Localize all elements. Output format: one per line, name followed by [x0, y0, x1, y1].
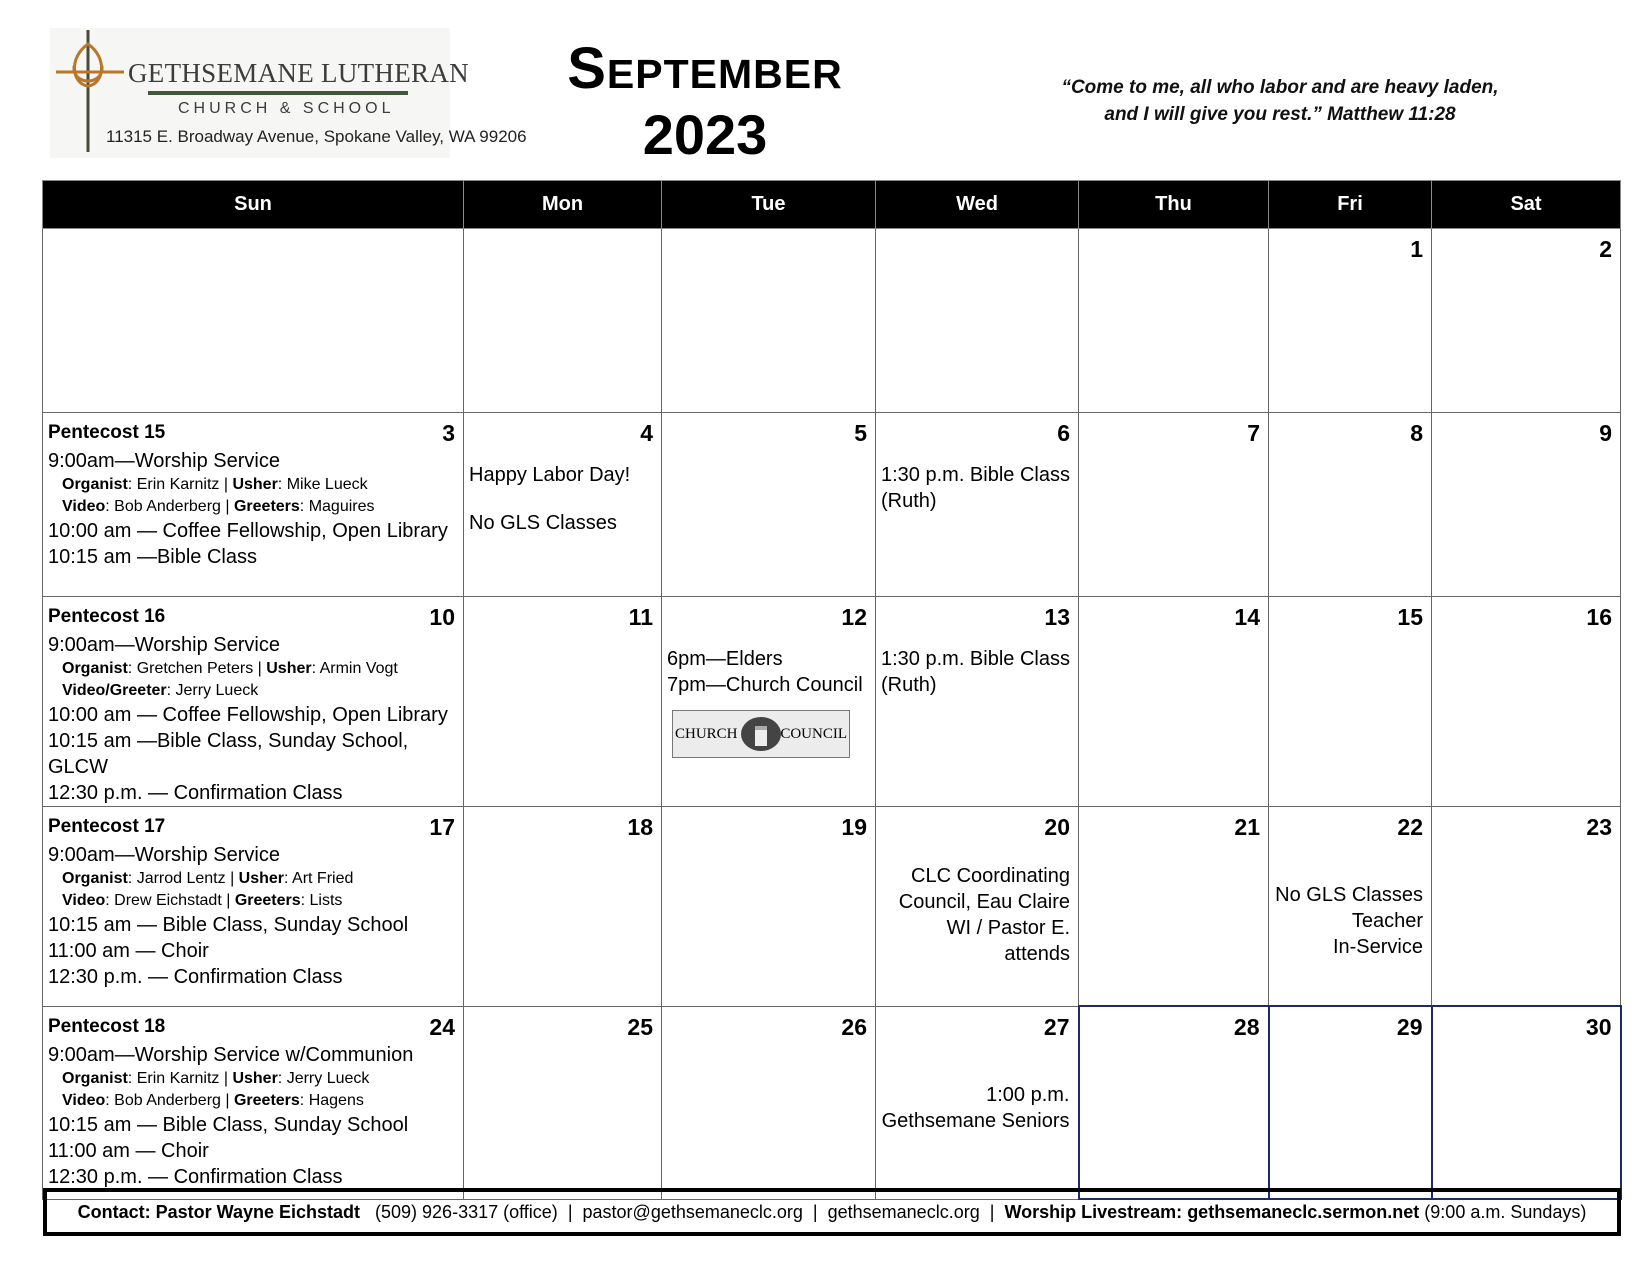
- event-line: 10:15 am — Bible Class, Sunday School: [48, 914, 409, 936]
- volunteer-line: Organist: Gretchen Peters | Usher: Armin Vogt: [62, 660, 398, 677]
- event-line: 11:00 am — Choir: [48, 940, 209, 962]
- verse-line-2: and I will give you rest.” Matthew 11:28: [1104, 104, 1456, 125]
- day-cell: [1269, 229, 1432, 413]
- day-number: 26: [841, 1013, 867, 1040]
- org-address: 11315 E. Broadway Avenue, Spokane Valley, WA 99206: [106, 127, 527, 146]
- phone: (509) 926-3317 (office): [375, 1202, 558, 1222]
- day-cell: [464, 597, 662, 807]
- day-cell: [1432, 1006, 1621, 1199]
- event-line: 6pm—Elders: [667, 648, 783, 670]
- day-cell: [662, 413, 876, 597]
- day-cell: [876, 413, 1079, 597]
- event-line: 7pm—Church Council: [667, 674, 863, 696]
- event-line: (Ruth): [881, 490, 937, 512]
- email-link[interactable]: pastor@gethsemaneclc.org: [582, 1202, 803, 1222]
- event-line: 12:30 p.m. — Confirmation Class: [48, 1165, 343, 1188]
- volunteer-line: Organist: Erin Karnitz | Usher: Jerry Lueck: [62, 1069, 370, 1087]
- day-cell: [1432, 413, 1621, 597]
- event-line: (Ruth): [881, 674, 937, 696]
- org-name: GETHSEMANE LUTHERAN: [128, 58, 469, 88]
- day-number: 14: [1234, 604, 1260, 630]
- weekday-header: [43, 181, 1621, 229]
- day-cell: [1269, 1006, 1432, 1199]
- volunteer-line: Video: Drew Eichstadt | Greeters: Lists: [62, 892, 343, 909]
- volunteer-line: Organist: Erin Karnitz | Usher: Mike Lueck: [62, 476, 368, 493]
- event-line: No GLS Classes: [469, 512, 617, 534]
- day-cell: [43, 413, 464, 597]
- day-cell: [43, 1006, 464, 1199]
- week-row: [43, 597, 1621, 807]
- day-cell: [876, 1006, 1079, 1199]
- day-header-fri: Fri: [1269, 181, 1432, 229]
- day-number: 24: [429, 1013, 455, 1040]
- day-number: 5: [854, 420, 867, 446]
- day-header-sat: Sat: [1432, 181, 1621, 229]
- day-number: 21: [1234, 814, 1260, 840]
- event-line: 10:00 am — Coffee Fellowship, Open Library: [48, 704, 448, 726]
- event-line: Happy Labor Day!: [469, 464, 631, 486]
- day-cell: [1079, 229, 1269, 413]
- day-number: 19: [841, 814, 867, 840]
- org-subtitle: CHURCH & SCHOOL: [178, 100, 395, 117]
- month-title: September: [567, 36, 843, 101]
- day-cell: [662, 229, 876, 413]
- day-number: 1: [1410, 236, 1423, 262]
- day-cell: [43, 597, 464, 807]
- day-number: 12: [841, 604, 867, 630]
- day-cell: [1079, 597, 1269, 807]
- event-line: Council, Eau Claire: [898, 891, 1070, 913]
- day-cell: [1432, 597, 1621, 807]
- day-number: 3: [442, 420, 455, 446]
- week-row: [43, 807, 1621, 1007]
- website-link[interactable]: gethsemaneclc.org: [827, 1202, 980, 1222]
- event-line: No GLS Classes: [1275, 884, 1423, 906]
- separator: |: [567, 1202, 573, 1222]
- day-header-wed: Wed: [876, 181, 1079, 229]
- day-number: 17: [429, 814, 455, 840]
- day-cell: [464, 413, 662, 597]
- volunteer-line: Video: Bob Anderberg | Greeters: Maguires: [62, 498, 375, 515]
- day-cell: [1079, 413, 1269, 597]
- sunday-events: [43, 413, 463, 570]
- day-cell: [1269, 807, 1432, 1007]
- day-number: 20: [1044, 814, 1070, 840]
- event-line: 1:30 p.m. Bible Class: [881, 648, 1070, 670]
- contact-label: Contact:: [77, 1202, 151, 1222]
- pentecost-title: Pentecost 16: [48, 606, 166, 627]
- pastor-name: Pastor Wayne Eichstadt: [155, 1202, 360, 1222]
- event-line: 9:00am—Worship Service w/Communion: [48, 1043, 414, 1066]
- livestream-link[interactable]: gethsemaneclc.sermon.net: [1187, 1202, 1420, 1222]
- week-row: [43, 1006, 1621, 1199]
- day-header-thu: Thu: [1079, 181, 1269, 229]
- contact-footer: Contact: Pastor Wayne Eichstadt (509) 926-3317 (office) | pastor@gethsemaneclc.org | gethsemaneclc.org | Worship Livestream: gethsemaneclc.sermon.net (9:00 a.m. Sundays): [43, 1188, 1621, 1236]
- church-building-icon: [741, 717, 781, 751]
- day-number: 27: [1043, 1013, 1070, 1040]
- day-cell: [1079, 1006, 1269, 1199]
- event-line: 9:00am—Worship Service: [48, 634, 280, 656]
- day-header-sun: Sun: [43, 181, 464, 229]
- church-council-graphic: CHURCH COUNCIL: [672, 710, 850, 758]
- day-number: 28: [1233, 1014, 1260, 1040]
- event-line: 11:00 am — Choir: [48, 1139, 209, 1162]
- day-cell: [464, 1006, 662, 1199]
- day-number: 22: [1397, 814, 1423, 840]
- day-cell: [1432, 807, 1621, 1007]
- church-logo: [50, 28, 527, 158]
- livestream-label: Worship Livestream: [1004, 1202, 1177, 1222]
- day-number: 23: [1586, 814, 1612, 840]
- event-line: Gethsemane Seniors: [881, 1109, 1070, 1132]
- day-cell: [1269, 413, 1432, 597]
- day-number: 13: [1044, 604, 1070, 630]
- verse-line-1: “Come to me, all who labor and are heavy laden,: [1061, 77, 1499, 98]
- day-number: 7: [1247, 420, 1260, 446]
- event-line: 9:00am—Worship Service: [48, 450, 280, 472]
- event-line: 1:00 p.m.: [986, 1083, 1070, 1106]
- week-row: [43, 413, 1621, 597]
- pentecost-title: Pentecost 18: [48, 1015, 166, 1037]
- monday-events: [464, 413, 661, 536]
- bible-verse: [1010, 74, 1550, 128]
- day-number: 9: [1599, 420, 1612, 446]
- event-line: 10:15 am —Bible Class: [48, 546, 257, 568]
- event-line: 10:15 am —Bible Class, Sunday School, GLCW: [48, 730, 409, 778]
- day-cell: [876, 807, 1079, 1007]
- day-cell: [1269, 597, 1432, 807]
- day-number: 15: [1397, 604, 1423, 630]
- separator: |: [989, 1202, 995, 1222]
- day-number: 2: [1599, 236, 1612, 262]
- pentecost-title: Pentecost 15: [48, 422, 166, 443]
- event-line: Teacher: [1351, 910, 1423, 932]
- day-number: 18: [627, 814, 653, 840]
- day-cell: [464, 229, 662, 413]
- event-line: 10:00 am — Coffee Fellowship, Open Library: [48, 520, 448, 542]
- event-line: 10:15 am — Bible Class, Sunday School: [48, 1113, 409, 1136]
- event-line: WI / Pastor E. attends: [946, 917, 1070, 965]
- event-line: In-Service: [1332, 936, 1423, 958]
- logo-divider: [148, 91, 408, 95]
- event-line: 9:00am—Worship Service: [48, 844, 280, 866]
- day-cell: [876, 597, 1079, 807]
- day-number: 8: [1410, 420, 1423, 446]
- sunday-events: [43, 1007, 463, 1190]
- week-row: [43, 229, 1621, 413]
- day-cell: [876, 229, 1079, 413]
- wednesday-events: [876, 413, 1078, 514]
- day-cell: [43, 229, 464, 413]
- volunteer-line: Video/Greeter: Jerry Lueck: [62, 682, 259, 699]
- livestream-time: (9:00 a.m. Sundays): [1424, 1202, 1587, 1222]
- day-cell: [662, 597, 876, 807]
- day-header-mon: Mon: [464, 181, 662, 229]
- day-number: 16: [1586, 604, 1612, 630]
- year-title: 2023: [642, 103, 768, 166]
- day-cell: [1079, 807, 1269, 1007]
- pentecost-title: Pentecost 17: [48, 816, 166, 837]
- day-number: 10: [429, 604, 455, 630]
- day-number: 29: [1396, 1014, 1423, 1040]
- day-number: 4: [640, 420, 653, 446]
- volunteer-line: Organist: Jarrod Lentz | Usher: Art Fried: [62, 870, 354, 887]
- sunday-events: [43, 807, 463, 990]
- separator: |: [812, 1202, 818, 1222]
- day-number: 11: [628, 604, 653, 630]
- volunteer-line: Video: Bob Anderberg | Greeters: Hagens: [62, 1091, 364, 1109]
- day-number: 6: [1057, 420, 1070, 446]
- day-cell: [1432, 229, 1621, 413]
- event-line: 12:30 p.m. — Confirmation Class: [48, 782, 343, 804]
- day-number: 25: [627, 1013, 653, 1040]
- day-cell: [662, 807, 876, 1007]
- day-header-tue: Tue: [662, 181, 876, 229]
- sunday-events: [43, 597, 463, 806]
- event-line: CLC Coordinating: [911, 865, 1070, 887]
- event-line: 1:30 p.m. Bible Class: [881, 464, 1070, 486]
- day-cell: [43, 807, 464, 1007]
- calendar-grid: [42, 180, 1622, 1200]
- day-cell: [662, 1006, 876, 1199]
- event-line: 12:30 p.m. — Confirmation Class: [48, 966, 343, 988]
- day-number: 30: [1585, 1014, 1612, 1040]
- day-cell: [464, 807, 662, 1007]
